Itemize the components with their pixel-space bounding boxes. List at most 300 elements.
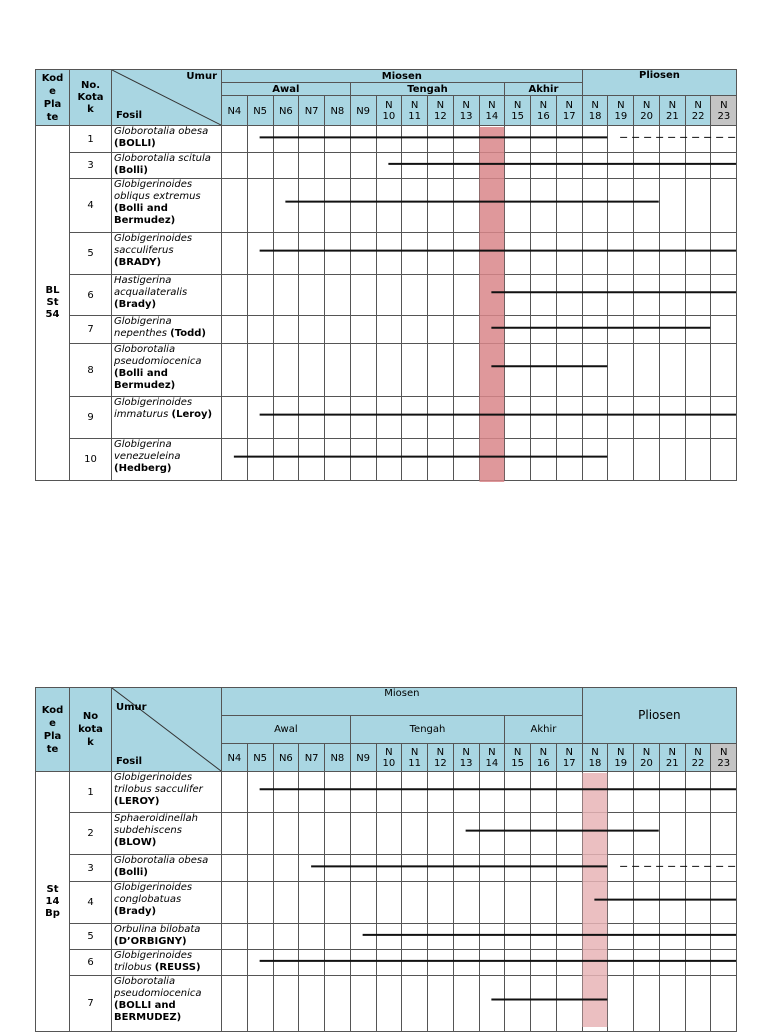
species-author: (Leroy): [171, 409, 213, 420]
zone-column-header: N 15: [505, 744, 531, 772]
zone-cell: [582, 772, 608, 813]
zone-cell: [505, 275, 531, 316]
zone-cell: [608, 179, 634, 233]
zone-cell: [582, 976, 608, 1032]
zone-cell: [376, 950, 402, 976]
species-name: Globigerina venezueleina: [114, 439, 181, 462]
zone-cell: [350, 153, 376, 179]
zone-cell: [582, 882, 608, 924]
zone-cell: [711, 813, 737, 855]
species-name: Globorotalia obesa: [114, 855, 209, 866]
fossil-name: [112, 126, 222, 153]
zone-cell: [273, 950, 299, 976]
zone-cell: [299, 179, 325, 233]
zone-cell: [556, 275, 582, 316]
zone-cell: [531, 882, 557, 924]
zone-cell: [402, 950, 428, 976]
zone-column-header: N 12: [428, 744, 454, 772]
zone-cell: [222, 439, 248, 481]
zone-cell: [659, 924, 685, 950]
zone-cell: [402, 179, 428, 233]
zone-cell: [479, 924, 505, 950]
zone-cell: [273, 126, 299, 153]
zone-column-header: N 16: [531, 96, 557, 126]
zone-cell: [659, 976, 685, 1032]
zone-cell: [711, 924, 737, 950]
zone-cell: [556, 813, 582, 855]
fossil-name: [112, 976, 222, 1032]
zone-cell: [556, 950, 582, 976]
box-number: 4: [70, 882, 112, 924]
zone-cell: [376, 179, 402, 233]
zone-cell: [479, 397, 505, 439]
zone-cell: [350, 924, 376, 950]
zone-cell: [453, 344, 479, 397]
zone-cell: [711, 316, 737, 344]
zone-cell: [505, 439, 531, 481]
fossil-name: [112, 397, 222, 439]
zone-cell: [505, 233, 531, 275]
zone-cell: [376, 976, 402, 1032]
table-row: [36, 976, 737, 1032]
zone-column-header: N 13: [453, 744, 479, 772]
zone-column-header: N 23: [711, 96, 737, 126]
zone-cell: [273, 772, 299, 813]
zone-column-header: N 21: [659, 744, 685, 772]
zone-cell: [428, 855, 454, 882]
zone-cell: [608, 344, 634, 397]
species-author: (LEROY): [114, 796, 160, 807]
zone-column-header: N7: [299, 96, 325, 126]
zone-cell: [659, 813, 685, 855]
table1-body: [36, 126, 737, 481]
zone-cell: [453, 316, 479, 344]
zone-cell: [350, 275, 376, 316]
zone-cell: [659, 126, 685, 153]
zone-cell: [299, 344, 325, 397]
zone-cell: [634, 950, 660, 976]
zone-cell: [299, 855, 325, 882]
zone-cell: [634, 153, 660, 179]
zone-cell: [531, 976, 557, 1032]
zone-cell: [556, 179, 582, 233]
zone-cell: [505, 344, 531, 397]
zone-cell: [608, 813, 634, 855]
zone-cell: [376, 772, 402, 813]
zone-cell: [634, 924, 660, 950]
species-author: (Bolli and Bermudez): [114, 203, 176, 226]
miosen-header: Miosen: [222, 70, 583, 83]
species-name: Globigerina nepenthes: [114, 316, 172, 339]
zone-cell: [299, 397, 325, 439]
zone-cell: [273, 344, 299, 397]
zone-cell: [453, 439, 479, 481]
zone-column-header: N9: [350, 96, 376, 126]
zone-cell: [325, 924, 351, 950]
zone-cell: [685, 397, 711, 439]
species-name: Globigerinoides obliqus extremus: [114, 179, 201, 202]
zone-cell: [428, 275, 454, 316]
zone-cell: [247, 316, 273, 344]
table-row: [36, 813, 737, 855]
zone-cell: [634, 813, 660, 855]
zone-cell: [247, 179, 273, 233]
pliosen-header: Pliosen: [582, 70, 737, 96]
species-author: (Bolli): [114, 867, 148, 878]
zone-cell: [428, 976, 454, 1032]
zone-cell: [608, 855, 634, 882]
zone-column-header: N 12: [428, 96, 454, 126]
zone-cell: [608, 924, 634, 950]
zone-cell: [350, 855, 376, 882]
zone-column-header: N6: [273, 96, 299, 126]
zone-column-header: N 23: [711, 744, 737, 772]
zone-cell: [376, 397, 402, 439]
zone-cell: [479, 772, 505, 813]
zone-cell: [505, 397, 531, 439]
zone-column-header: N 14: [479, 744, 505, 772]
zone-column-header: N 11: [402, 96, 428, 126]
zone-column-header: N 22: [685, 744, 711, 772]
table-row: [36, 126, 737, 153]
zone-cell: [608, 882, 634, 924]
zone-cell: [582, 950, 608, 976]
zone-cell: [325, 813, 351, 855]
zone-cell: [325, 344, 351, 397]
zone-cell: [531, 855, 557, 882]
zone-cell: [376, 855, 402, 882]
pliosen-header: Pliosen: [582, 688, 737, 744]
zone-cell: [608, 772, 634, 813]
zone-cell: [273, 275, 299, 316]
zone-cell: [222, 233, 248, 275]
table-row: [36, 153, 737, 179]
zone-cell: [505, 179, 531, 233]
fossil-name: [112, 855, 222, 882]
zone-cell: [453, 813, 479, 855]
zone-cell: [531, 924, 557, 950]
zone-cell: [556, 153, 582, 179]
zone-cell: [711, 179, 737, 233]
zone-cell: [582, 126, 608, 153]
table-row: [36, 275, 737, 316]
zone-cell: [479, 976, 505, 1032]
zone-cell: [479, 950, 505, 976]
box-number: 3: [70, 855, 112, 882]
table-row: [36, 439, 737, 481]
zone-cell: [556, 976, 582, 1032]
box-number: 8: [70, 344, 112, 397]
species-name: Globorotalia obesa: [114, 126, 209, 137]
zone-cell: [273, 316, 299, 344]
fossil-name: [112, 344, 222, 397]
zone-cell: [608, 397, 634, 439]
zone-cell: [608, 316, 634, 344]
zone-cell: [634, 772, 660, 813]
zone-cell: [299, 976, 325, 1032]
zone-cell: [299, 153, 325, 179]
table-row: [36, 855, 737, 882]
species-name: Orbulina bilobata: [114, 924, 201, 935]
zone-cell: [531, 950, 557, 976]
species-author: (Bolli and Bermudez): [114, 368, 176, 391]
awal-header: Awal: [222, 716, 351, 744]
zone-cell: [376, 813, 402, 855]
zone-cell: [634, 344, 660, 397]
zone-cell: [273, 179, 299, 233]
zone-cell: [608, 439, 634, 481]
zone-cell: [325, 233, 351, 275]
zone-cell: [325, 976, 351, 1032]
zone-cell: [711, 950, 737, 976]
table-row: [36, 344, 737, 397]
box-number: 10: [70, 439, 112, 481]
zone-cell: [273, 924, 299, 950]
fossil-name: [112, 275, 222, 316]
species-name: Globigerinoides conglobatuas: [114, 882, 193, 905]
species-author: (Bolli): [114, 165, 148, 176]
zone-cell: [453, 855, 479, 882]
zone-cell: [556, 126, 582, 153]
species-name: Globorotalia pseudomiocenica: [114, 344, 202, 367]
zone-cell: [659, 397, 685, 439]
zone-cell: [634, 275, 660, 316]
zone-cell: [350, 976, 376, 1032]
zone-cell: [505, 813, 531, 855]
fossil-name: [112, 772, 222, 813]
species-author: (D’ORBIGNY): [114, 936, 187, 947]
zone-cell: [299, 439, 325, 481]
table-row: [36, 882, 737, 924]
zone-cell: [685, 772, 711, 813]
zone-cell: [350, 126, 376, 153]
zone-cell: [428, 882, 454, 924]
plate-code: BL St 54: [36, 126, 70, 481]
zone-cell: [711, 153, 737, 179]
species-author: (Todd): [170, 328, 206, 339]
zone-cell: [531, 813, 557, 855]
zone-cell: [350, 316, 376, 344]
zone-cell: [376, 316, 402, 344]
zone-cell: [531, 316, 557, 344]
species-name: Sphaeroidinellah subdehiscens: [114, 813, 198, 836]
zone-cell: [428, 316, 454, 344]
zone-cell: [222, 179, 248, 233]
zone-cell: [350, 344, 376, 397]
zone-cell: [659, 316, 685, 344]
species-author: (BRADY): [114, 257, 162, 268]
zone-cell: [556, 882, 582, 924]
zone-cell: [402, 316, 428, 344]
zone-cell: [402, 439, 428, 481]
zone-cell: [659, 855, 685, 882]
zone-cell: [711, 772, 737, 813]
zone-cell: [222, 772, 248, 813]
zone-cell: [711, 126, 737, 153]
zone-cell: [531, 179, 557, 233]
zone-cell: [453, 275, 479, 316]
zone-cell: [608, 153, 634, 179]
zone-column-header: N 11: [402, 744, 428, 772]
zone-cell: [402, 153, 428, 179]
zone-cell: [299, 316, 325, 344]
fossil-name: [112, 439, 222, 481]
zone-cell: [505, 316, 531, 344]
tengah-header: Tengah: [350, 83, 505, 96]
species-author: (BOLLI and BERMUDEZ): [114, 1000, 182, 1023]
zone-cell: [711, 397, 737, 439]
zone-column-header: N 10: [376, 96, 402, 126]
zone-cell: [222, 153, 248, 179]
zone-cell: [582, 275, 608, 316]
zone-cell: [222, 882, 248, 924]
zone-cell: [222, 126, 248, 153]
zone-cell: [685, 813, 711, 855]
zone-cell: [505, 153, 531, 179]
zone-cell: [659, 772, 685, 813]
box-number: 4: [70, 179, 112, 233]
box-number: 1: [70, 772, 112, 813]
fossil-name: [112, 316, 222, 344]
zone-cell: [505, 126, 531, 153]
zone-cell: [247, 126, 273, 153]
box-number: 9: [70, 397, 112, 439]
zone-cell: [505, 950, 531, 976]
zone-cell: [659, 439, 685, 481]
zone-cell: [582, 233, 608, 275]
zone-cell: [505, 855, 531, 882]
zone-cell: [531, 275, 557, 316]
zone-cell: [556, 344, 582, 397]
zone-cell: [222, 924, 248, 950]
akhir-header: Akhir: [505, 83, 582, 96]
zone-cell: [505, 976, 531, 1032]
zone-cell: [556, 772, 582, 813]
zone-cell: [685, 153, 711, 179]
zone-cell: [325, 179, 351, 233]
zone-column-header: N 20: [634, 96, 660, 126]
zone-cell: [402, 976, 428, 1032]
zone-cell: [325, 275, 351, 316]
miosen-header: Miosen: [222, 688, 583, 716]
box-number: 7: [70, 316, 112, 344]
zone-column-header: N4: [222, 744, 248, 772]
zone-cell: [273, 813, 299, 855]
zone-cell: [325, 316, 351, 344]
table-row: [36, 179, 737, 233]
zone-cell: [428, 813, 454, 855]
zone-cell: [376, 233, 402, 275]
zone-cell: [247, 950, 273, 976]
zone-cell: [582, 397, 608, 439]
zone-cell: [428, 233, 454, 275]
zone-cell: [479, 275, 505, 316]
zone-column-header: N7: [299, 744, 325, 772]
zone-cell: [608, 275, 634, 316]
tengah-header: Tengah: [350, 716, 505, 744]
zone-cell: [247, 397, 273, 439]
zone-cell: [325, 126, 351, 153]
zone-cell: [402, 126, 428, 153]
species-author: (REUSS): [154, 962, 201, 973]
zone-column-header: N 19: [608, 96, 634, 126]
zone-cell: [479, 126, 505, 153]
zone-cell: [479, 344, 505, 397]
zone-cell: [350, 397, 376, 439]
zone-cell: [556, 924, 582, 950]
zone-cell: [659, 179, 685, 233]
akhir-header: Akhir: [505, 716, 582, 744]
range-chart-table-1: [35, 69, 736, 481]
box-number: 1: [70, 126, 112, 153]
zone-cell: [222, 855, 248, 882]
zone-cell: [376, 344, 402, 397]
fossil-name: [112, 924, 222, 950]
zone-cell: [350, 439, 376, 481]
zone-cell: [479, 316, 505, 344]
zone-cell: [711, 344, 737, 397]
zone-column-header: N4: [222, 96, 248, 126]
box-number: 6: [70, 275, 112, 316]
zone-column-header: N 13: [453, 96, 479, 126]
kode-plate-header: Kod e Pla te: [36, 70, 70, 126]
zone-cell: [479, 153, 505, 179]
zone-column-header: N5: [247, 96, 273, 126]
awal-header: Awal: [222, 83, 351, 96]
zone-cell: [247, 344, 273, 397]
zone-cell: [299, 924, 325, 950]
zone-cell: [247, 855, 273, 882]
zone-column-header: N8: [325, 96, 351, 126]
zone-cell: [273, 397, 299, 439]
zone-cell: [531, 153, 557, 179]
zone-cell: [325, 397, 351, 439]
species-name: Globigerinoides trilobus sacculifer: [114, 772, 203, 795]
zone-cell: [634, 233, 660, 275]
zone-cell: [350, 882, 376, 924]
zone-cell: [479, 813, 505, 855]
zone-cell: [685, 179, 711, 233]
zone-cell: [711, 855, 737, 882]
box-number: 5: [70, 233, 112, 275]
zone-cell: [659, 882, 685, 924]
zone-cell: [299, 813, 325, 855]
table-row: [36, 950, 737, 976]
zone-cell: [582, 316, 608, 344]
fossil-name: [112, 950, 222, 976]
zone-cell: [634, 126, 660, 153]
zone-cell: [634, 179, 660, 233]
zone-cell: [247, 976, 273, 1032]
zone-cell: [247, 275, 273, 316]
box-number: 7: [70, 976, 112, 1032]
zone-cell: [556, 316, 582, 344]
zone-cell: [634, 439, 660, 481]
zone-cell: [453, 233, 479, 275]
zone-cell: [325, 882, 351, 924]
species-author: (Brady): [114, 299, 157, 310]
zone-cell: [453, 882, 479, 924]
umur-label: Umur: [186, 71, 217, 82]
zone-cell: [659, 275, 685, 316]
zone-cell: [376, 275, 402, 316]
zone-cell: [685, 233, 711, 275]
zone-cell: [531, 439, 557, 481]
zone-cell: [479, 233, 505, 275]
fosil-label: Fosil: [116, 756, 143, 767]
zone-cell: [685, 855, 711, 882]
zone-column-header: N 21: [659, 96, 685, 126]
